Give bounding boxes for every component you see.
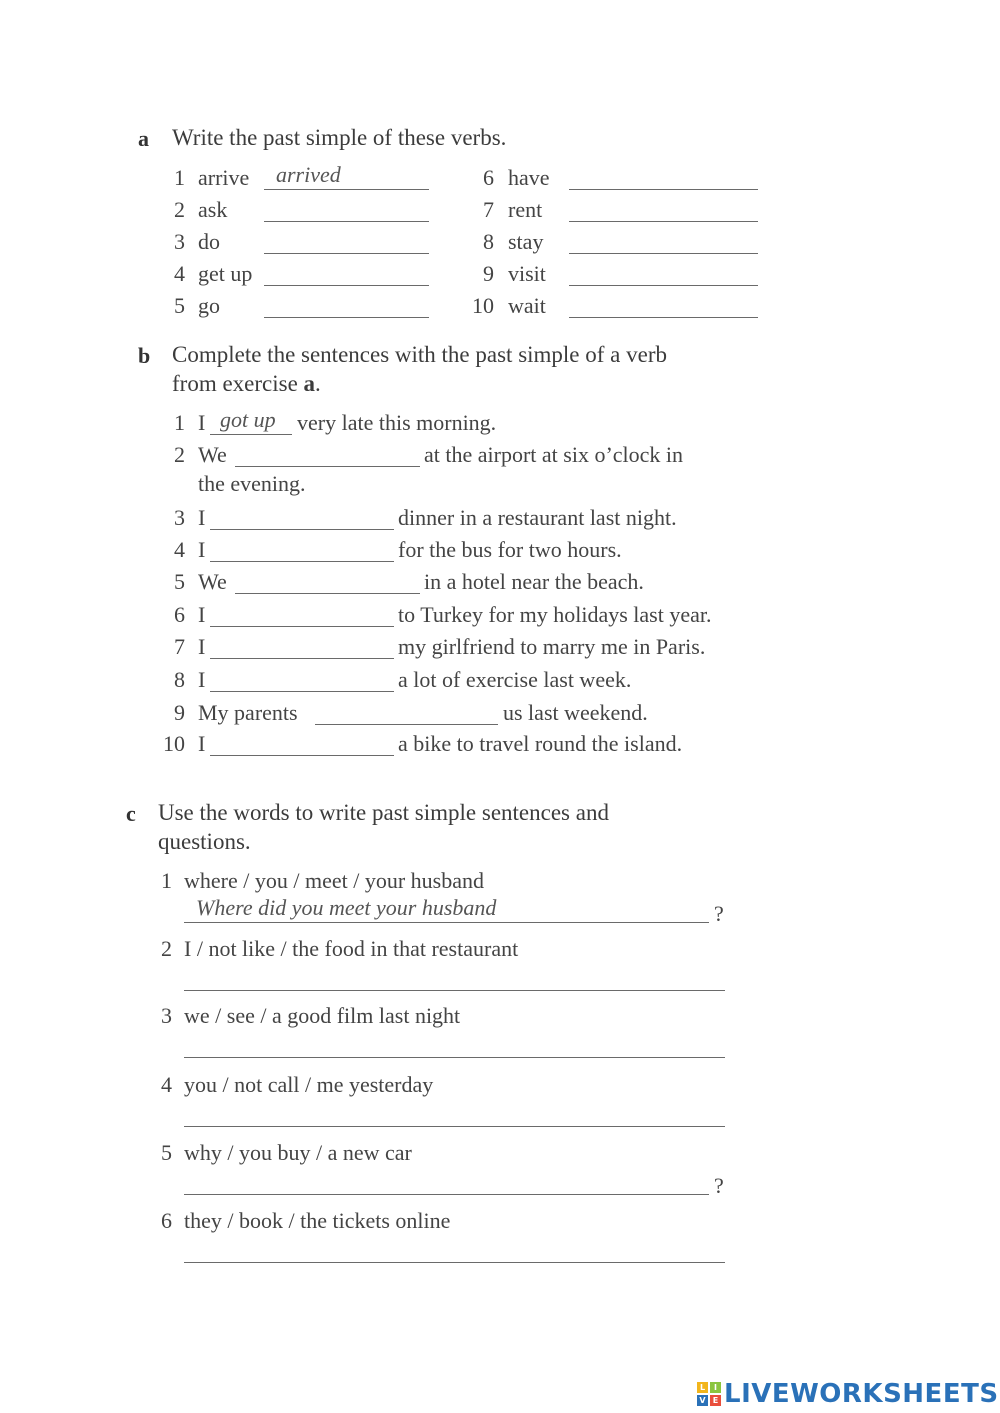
item-number: 4	[174, 537, 185, 562]
question-mark: ?	[714, 1173, 724, 1198]
sentence-end: to Turkey for my holidays last year.	[398, 602, 712, 627]
item-number: 7	[483, 197, 494, 222]
logo-square: E	[710, 1395, 721, 1406]
answer-blank[interactable]	[235, 442, 420, 467]
item-number: 4	[174, 261, 185, 286]
item-number: 4	[161, 1072, 172, 1097]
answer-line[interactable]	[184, 1238, 725, 1263]
prompt-text: they / book / the tickets online	[184, 1208, 451, 1233]
answer-line[interactable]	[184, 895, 709, 923]
answer-line[interactable]	[184, 1033, 725, 1058]
sentence-start: I	[198, 537, 206, 562]
instruction-period: .	[315, 371, 321, 396]
sentence-end: a lot of exercise last week.	[398, 667, 632, 692]
answer-blank[interactable]	[264, 293, 429, 318]
sentence-start: We	[198, 442, 227, 467]
liveworksheets-logo[interactable]	[697, 1376, 999, 1412]
item-number: 1	[174, 165, 185, 190]
logo-square: V	[697, 1395, 708, 1406]
item-number: 5	[174, 293, 185, 318]
logo-squares-icon	[697, 1382, 721, 1406]
answer-line[interactable]	[184, 1170, 709, 1195]
instruction-text: from exercise	[172, 371, 304, 396]
item-number: 9	[483, 261, 494, 286]
answer-text: arrived	[276, 162, 341, 187]
exercise-b-letter: b	[138, 343, 151, 368]
sentence-start: I	[198, 667, 206, 692]
item-number: 1	[161, 868, 172, 893]
answer-blank[interactable]	[569, 165, 758, 190]
answer-blank[interactable]	[210, 407, 292, 435]
sentence-start: I	[198, 634, 206, 659]
exercise-a-instruction: Write the past simple of these verbs.	[172, 125, 507, 150]
item-number: 1	[174, 410, 185, 435]
answer-line[interactable]	[184, 966, 725, 991]
answer-blank[interactable]	[210, 602, 394, 627]
verb-text: wait	[508, 293, 546, 318]
answer-blank[interactable]	[264, 261, 429, 286]
sentence-end: a bike to travel round the island.	[398, 731, 683, 756]
sentence-start: I	[198, 602, 206, 627]
item-number: 3	[174, 229, 185, 254]
verb-text: do	[198, 229, 220, 254]
verb-text: arrive	[198, 165, 250, 190]
exercise-c-letter: c	[126, 801, 136, 826]
prompt-text: I / not like / the food in that restaurant	[184, 936, 519, 961]
item-number: 9	[174, 700, 185, 725]
sentence-end: for the bus for two hours.	[398, 537, 622, 562]
logo-text: LIVEWORKSHEETS	[724, 1379, 999, 1409]
answer-line[interactable]	[184, 1102, 725, 1127]
exercise-b-instruction-line1: Complete the sentences with the past simple of a verb	[172, 342, 668, 367]
answer-blank[interactable]	[569, 261, 758, 286]
answer-blank[interactable]	[264, 197, 429, 222]
sentence-start: My parents	[198, 700, 298, 725]
answer-blank[interactable]	[569, 229, 758, 254]
verb-text: visit	[508, 261, 546, 286]
sentence-end: us last weekend.	[503, 700, 648, 725]
verb-text: get up	[198, 261, 253, 286]
sentence-start: We	[198, 569, 227, 594]
exercise-a-letter: a	[138, 126, 149, 151]
prompt-text: we / see / a good film last night	[184, 1003, 461, 1028]
exercise-c-instruction-line1: Use the words to write past simple sentences and	[158, 800, 609, 825]
answer-blank[interactable]	[264, 229, 429, 254]
sentence-end: at the airport at six o’clock in	[424, 442, 684, 467]
answer-blank[interactable]	[210, 537, 394, 562]
question-mark: ?	[714, 901, 724, 926]
item-number: 10	[472, 293, 494, 318]
item-number: 6	[483, 165, 494, 190]
answer-blank[interactable]	[569, 293, 758, 318]
logo-square: I	[710, 1382, 721, 1393]
sentence-end: in a hotel near the beach.	[424, 569, 644, 594]
answer-blank[interactable]	[210, 634, 394, 659]
verb-text: stay	[508, 229, 544, 254]
item-number: 3	[161, 1003, 172, 1028]
sentence-start: I	[198, 410, 206, 435]
answer-text: Where did you meet your husband	[196, 895, 497, 920]
item-number: 2	[161, 936, 172, 961]
prompt-text: you / not call / me yesterday	[184, 1072, 434, 1097]
answer-blank[interactable]	[264, 162, 429, 190]
answer-blank[interactable]	[569, 197, 758, 222]
verb-text: go	[198, 293, 220, 318]
sentence-continuation: the evening.	[198, 471, 306, 496]
item-number: 6	[174, 602, 185, 627]
item-number: 8	[174, 667, 185, 692]
answer-blank[interactable]	[210, 731, 394, 756]
item-number: 3	[174, 505, 185, 530]
sentence-end: my girlfriend to marry me in Paris.	[398, 634, 706, 659]
instruction-ref: a	[303, 371, 316, 396]
prompt-text: why / you buy / a new car	[184, 1140, 412, 1165]
item-number: 6	[161, 1208, 172, 1233]
exercise-b-instruction-line2	[172, 369, 321, 398]
item-number: 10	[163, 731, 185, 756]
item-number: 8	[483, 229, 494, 254]
verb-text: ask	[198, 197, 228, 222]
answer-blank[interactable]	[210, 505, 394, 530]
verb-text: rent	[508, 197, 543, 222]
item-number: 7	[174, 634, 185, 659]
sentence-start: I	[198, 731, 206, 756]
item-number: 2	[174, 442, 185, 467]
sentence-end: dinner in a restaurant last night.	[398, 505, 677, 530]
item-number: 5	[174, 569, 185, 594]
answer-text: got up	[220, 407, 276, 432]
answer-blank[interactable]	[210, 667, 394, 692]
logo-square: L	[697, 1382, 708, 1393]
answer-blank[interactable]	[315, 700, 498, 725]
item-number: 2	[174, 197, 185, 222]
answer-blank[interactable]	[235, 569, 420, 594]
item-number: 5	[161, 1140, 172, 1165]
prompt-text: where / you / meet / your husband	[184, 868, 484, 893]
verb-text: have	[508, 165, 550, 190]
sentence-start: I	[198, 505, 206, 530]
exercise-c-instruction-line2: questions.	[158, 829, 251, 854]
sentence-end: very late this morning.	[297, 410, 497, 435]
